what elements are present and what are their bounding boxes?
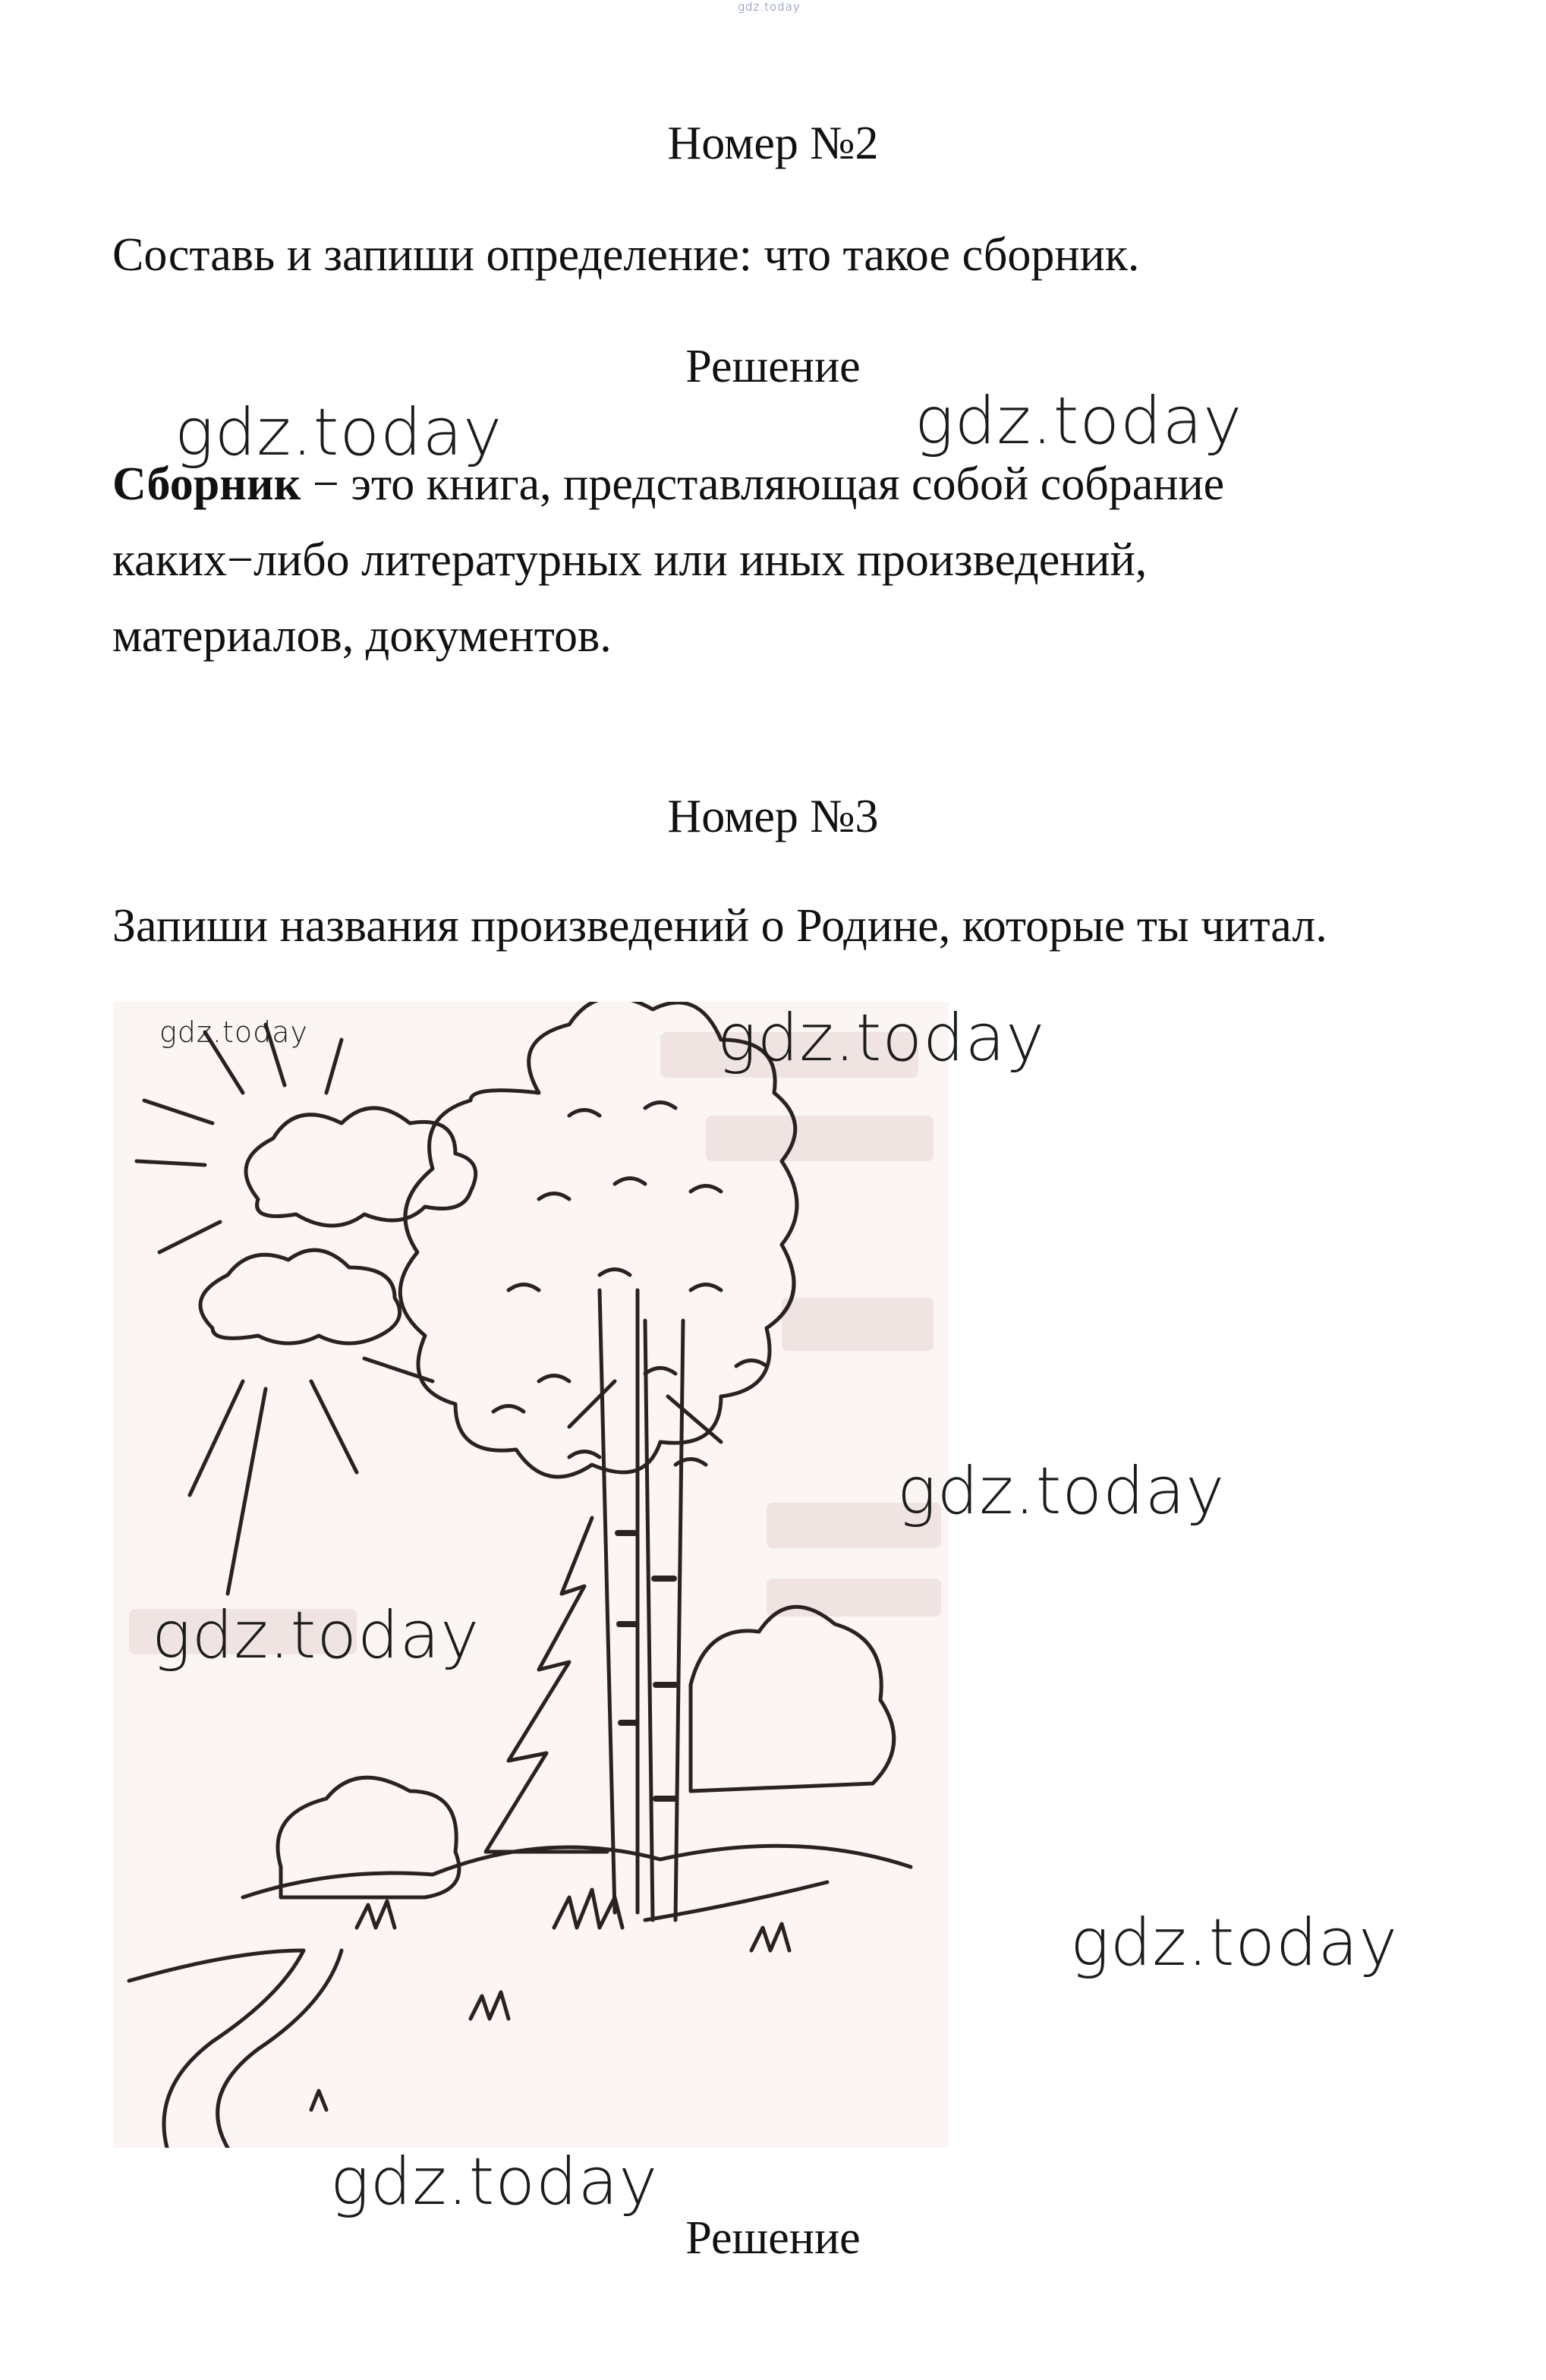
watermark-4: gdz.today [717, 1000, 1046, 1076]
task2-question: Составь и запиши определение: что такое сборник. [112, 229, 1140, 281]
top-watermark: gdz.today [738, 0, 801, 14]
task2-definition [112, 446, 1478, 674]
watermark-3: gdz.today [159, 1015, 308, 1049]
definition-term: Сборник [112, 458, 301, 510]
task3-heading: Номер №3 [667, 791, 879, 842]
watermark-1: gdz.today [175, 395, 503, 471]
definition-line-2: каких−либо литературных или иных произведений, [112, 534, 1148, 586]
task3-question: Запиши названия произведений о Родине, которые ты читал. [112, 900, 1327, 952]
watermark-6: gdz.today [152, 1598, 480, 1673]
watermark-2: gdz.today [915, 383, 1243, 459]
task2-solution-label: Решение [685, 341, 861, 392]
watermark-5: gdz.today [897, 1453, 1226, 1529]
birch-landscape-drawing-icon [114, 1002, 949, 2148]
definition-text-1: − это книга, представляющая собой собрание [301, 458, 1225, 510]
task3-solution-label: Решение [685, 2212, 861, 2264]
task2-heading: Номер №2 [667, 118, 879, 169]
definition-line-3: материалов, документов. [112, 610, 612, 662]
watermark-8: gdz.today [330, 2144, 659, 2220]
watermark-7: gdz.today [1070, 1905, 1399, 1981]
